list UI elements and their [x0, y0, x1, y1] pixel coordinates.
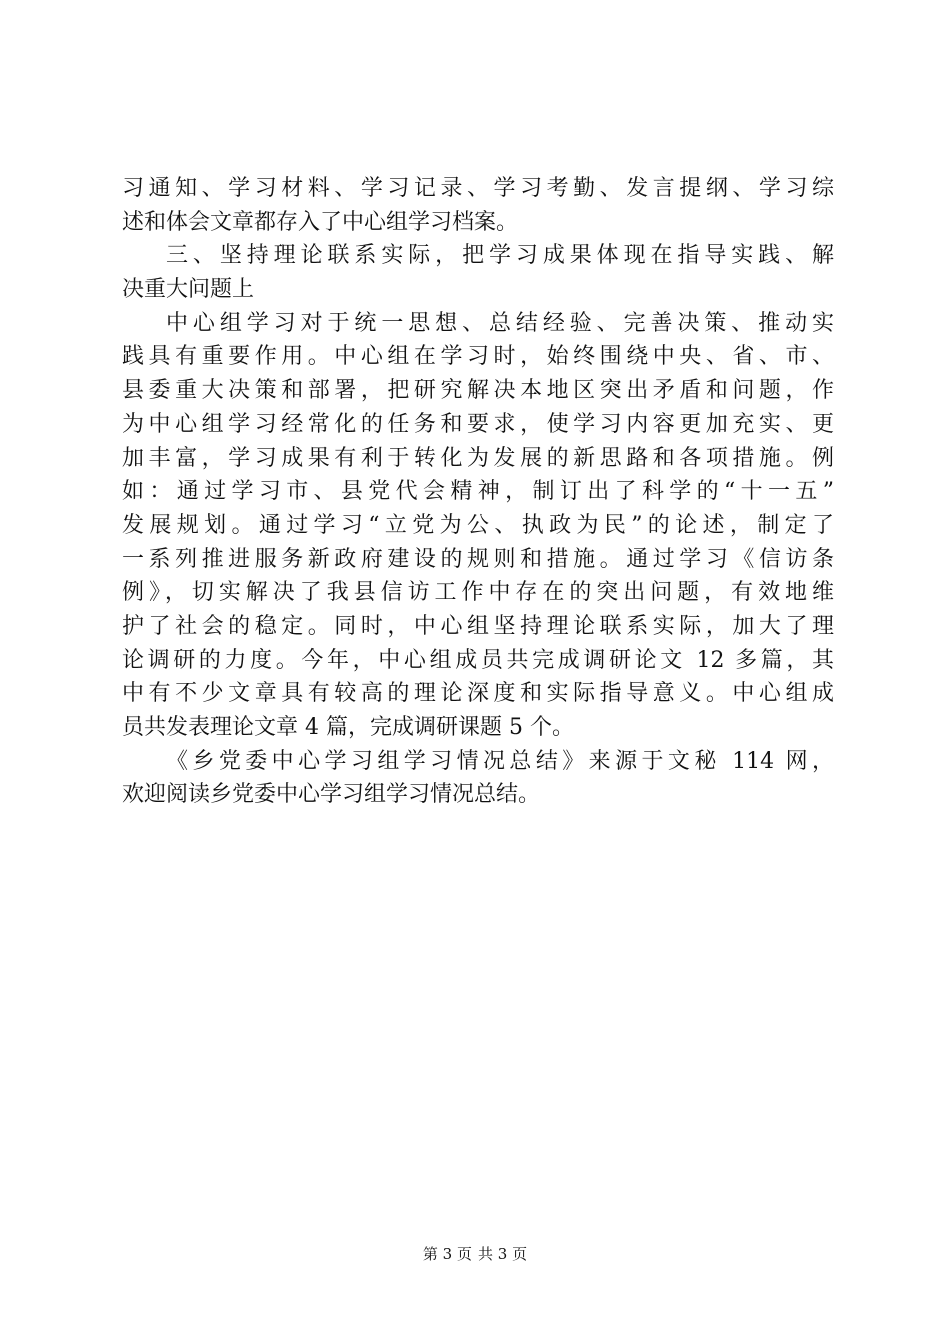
text-line: 护了社会的稳定。同时，中心组坚持理论联系实际，加大了理	[122, 613, 834, 639]
text-line: 如：通过学习市、县党代会精神，制订出了科学的“十一五”	[122, 479, 834, 505]
text-line: 一系列推进服务新政府建设的规则和措施。通过学习《信访条	[122, 546, 834, 572]
text-line: 述和体会文章都存入了中心组学习档案。	[122, 209, 519, 235]
page-footer	[0, 1244, 950, 1264]
source-note-line: 《乡党委中心学习组学习情况总结》来源于文秘 114 网，	[166, 748, 834, 774]
text-line: 习通知、学习材料、学习记录、学习考勤、发言提纲、学习综	[122, 176, 834, 201]
document-body	[122, 172, 834, 812]
section-heading-line: 三、坚持理论联系实际，把学习成果体现在指导实践、解	[166, 243, 834, 269]
text-line: 例》，切实解决了我县信访工作中存在的突出问题，有效地维	[122, 580, 834, 606]
page-total: 共 3 页	[478, 1245, 528, 1263]
text-line: 发展规划。通过学习“立党为公、执政为民”的论述，制定了	[122, 512, 834, 538]
text-line: 加丰富，学习成果有利于转化为发展的新思路和各项措施。例	[122, 445, 834, 471]
section-heading-line: 决重大问题上	[122, 277, 255, 303]
text-line: 论调研的力度。今年，中心组成员共完成调研论文 12 多篇，其	[122, 647, 834, 673]
text-line: 员共发表理论文章 4 篇，完成调研课题 5 个。	[122, 715, 574, 740]
text-line: 践具有重要作用。中心组在学习时，始终围绕中央、省、市、	[122, 344, 834, 370]
text-line: 县委重大决策和部署，把研究解决本地区突出矛盾和问题，作	[122, 378, 834, 404]
text-line: 中心组学习对于统一思想、总结经验、完善决策、推动实	[166, 310, 834, 336]
source-note-line: 欢迎阅读乡党委中心学习组学习情况总结。	[122, 782, 541, 808]
page-number: 第 3 页	[422, 1245, 472, 1263]
text-line: 为中心组学习经常化的任务和要求，使学习内容更加充实、更	[122, 411, 834, 437]
text-line: 中有不少文章具有较高的理论深度和实际指导意义。中心组成	[122, 681, 834, 707]
